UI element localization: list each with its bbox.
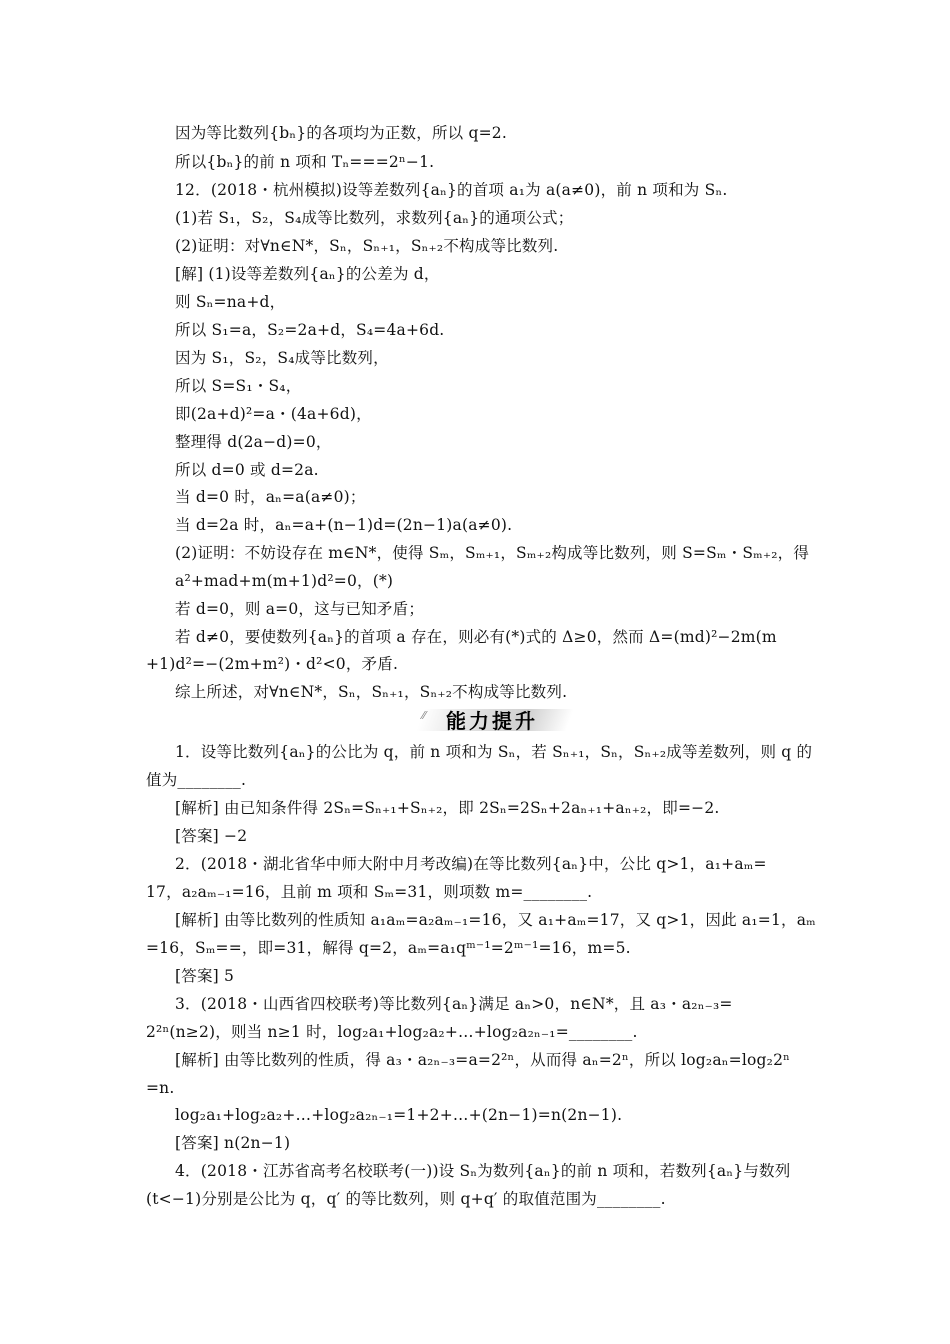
exercise-2-statement: 17，a₂aₘ₋₁=16，且前 m 项和 Sₘ=31，则项数 m=________. (146, 883, 593, 901)
solution-line: 则 Sₙ=na+d， (175, 293, 286, 311)
exercise-1-analysis: [解析] 由已知条件得 2Sₙ=Sₙ₊₁+Sₙ₊₂，即 2Sₙ=2Sₙ+2aₙ₊₁+aₙ₊₂，即=−2. (175, 799, 720, 817)
exercise-2-statement: 2．(2018・湖北省华中师大附中月考改编)在等比数列{aₙ}中，公比 q>1，a₁+aₘ= (175, 855, 767, 873)
exercise-1-answer: [答案] −2 (175, 827, 248, 845)
exercise-3-analysis: =n. (146, 1079, 175, 1097)
section-title: 能力提升 (446, 709, 538, 733)
exercise-3-statement: 3．(2018・山西省四校联考)等比数列{aₙ}满足 aₙ>0，n∈N*，且 a₃・a₂ₙ₋₃= (175, 995, 733, 1013)
exercise-2-analysis: [解析] 由等比数列的性质知 a₁aₘ=a₂aₘ₋₁=16，又 a₁+aₘ=17，又 q>1，因此 a₁=1，aₘ (175, 911, 816, 929)
solution-line: +1)d²=−(2m+m²)・d²<0，矛盾. (146, 655, 399, 673)
solution-line: 当 d=0 时，aₙ=a(a≠0)； (175, 488, 366, 506)
solution-line: 所以 d=0 或 d=2a. (175, 461, 319, 479)
exercise-4-statement: 4．(2018・江苏省高考名校联考(一))设 Sₙ为数列{aₙ}的前 n 项和，若数列{aₙ}与数列 (175, 1162, 791, 1180)
solution-line: 所以 S₁=a，S₂=2a+d，S₄=4a+6d. (175, 321, 445, 339)
exercise-2-analysis: =16，Sₘ==，即=31，解得 q=2，aₘ=a₁qᵐ⁻¹=2ᵐ⁻¹=16，m=5. (146, 939, 631, 957)
exercise-1-statement: 值为________. (146, 771, 247, 789)
exercise-1-statement: 1．设等比数列{aₙ}的公比为 q，前 n 项和为 Sₙ，若 Sₙ₊₁，Sₙ，Sₙ₊₂成等差数列，则 q 的 (175, 743, 813, 761)
exercise-3-analysis: [解析] 由等比数列的性质，得 a₃・a₂ₙ₋₃=a=2²ⁿ，从而得 aₙ=2ⁿ，所以 log₂aₙ=log₂2ⁿ (175, 1051, 791, 1069)
solution-line: [解] (1)设等差数列{aₙ}的公差为 d， (175, 265, 440, 283)
problem-12-statement: 12．(2018・杭州模拟)设等差数列{aₙ}的首项 a₁为 a(a≠0)，前 n 项和为 Sₙ. (175, 181, 728, 199)
solution-line: 若 d=0，则 a=0，这与已知矛盾； (175, 600, 425, 618)
solution-line: 整理得 d(2a−d)=0， (175, 433, 332, 451)
exercise-3-statement: 2²ⁿ(n≥2)，则当 n≥1 时，log₂a₁+log₂a₂+…+log₂a₂ₙ₋₁=________. (146, 1023, 638, 1041)
solution-line: 综上所述，对∀n∈N*，Sₙ，Sₙ₊₁，Sₙ₊₂不构成等比数列. (175, 683, 568, 701)
exercise-4-statement: (t<−1)分别是公比为 q，q′ 的等比数列，则 q+q′ 的取值范围为________. (146, 1190, 666, 1208)
solution-line: a²+mad+m(m+1)d²=0，(*) (175, 572, 394, 590)
solution-line: (2)证明：不妨设存在 m∈N*，使得 Sₘ，Sₘ₊₁，Sₘ₊₂构成等比数列，则 S=Sₘ・Sₘ₊₂，得 (175, 544, 810, 562)
problem-12-part-1: (1)若 S₁，S₂，S₄成等比数列，求数列{aₙ}的通项公式； (175, 209, 574, 227)
solution-line: 因为 S₁，S₂，S₄成等比数列， (175, 349, 389, 367)
exercise-3-answer: [答案] n(2n−1) (175, 1134, 291, 1152)
solution-line: 即(2a+d)²=a・(4a+6d)， (175, 405, 372, 423)
banner-decoration-icon: ⁄⁄ (422, 709, 426, 722)
text-line: 因为等比数列{bₙ}的各项均为正数，所以 q=2. (175, 124, 507, 142)
exercise-3-analysis: log₂a₁+log₂a₂+…+log₂a₂ₙ₋₁=1+2+…+(2n−1)=n(2n−1). (175, 1106, 623, 1124)
section-banner (412, 703, 572, 735)
problem-12-part-2: (2)证明：对∀n∈N*，Sₙ，Sₙ₊₁，Sₙ₊₂不构成等比数列. (175, 237, 559, 255)
solution-line: 若 d≠0，要使数列{aₙ}的首项 a 存在，则必有(*)式的 Δ≥0，然而 Δ=(md)²−2m(m (175, 628, 777, 646)
text-line: 所以{bₙ}的前 n 项和 Tₙ===2ⁿ−1. (175, 153, 435, 171)
solution-line: 所以 S=S₁・S₄， (175, 377, 302, 395)
exercise-2-answer: [答案] 5 (175, 967, 235, 985)
solution-line: 当 d=2a 时，aₙ=a+(n−1)d=(2n−1)a(a≠0). (175, 516, 513, 534)
